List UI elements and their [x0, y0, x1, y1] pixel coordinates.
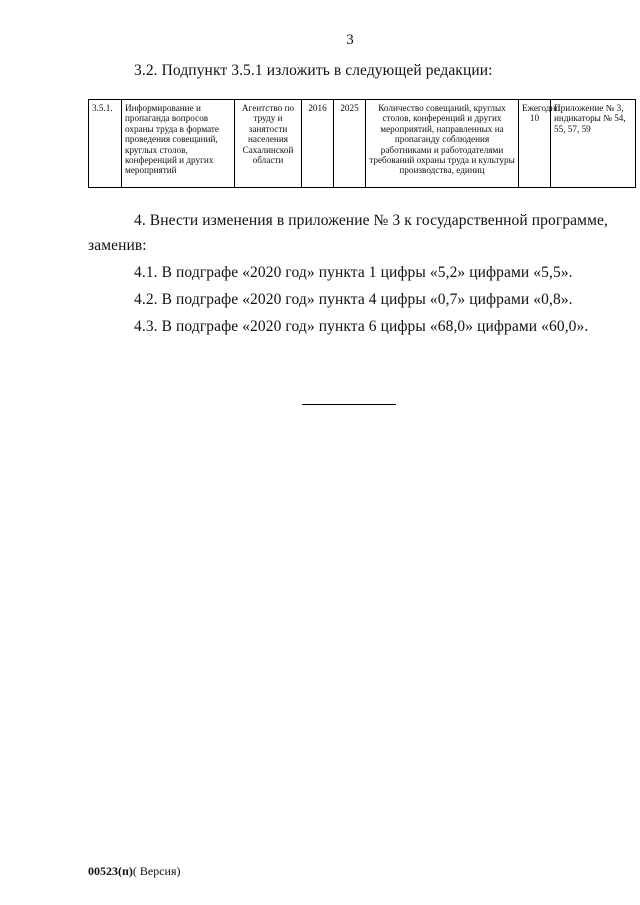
cell-start-year: 2016: [302, 100, 334, 188]
separator-line: [302, 404, 396, 405]
cell-number: 3.5.1.: [89, 100, 122, 188]
footer: [88, 864, 181, 879]
page-number: 3: [346, 32, 354, 48]
program-table: [88, 99, 636, 188]
cell-activity: Информирование и пропаганда вопросов охраны труда в формате проведения совещаний, круглых столов, конференций и других мероприятий: [122, 100, 235, 188]
paragraph-4-3: 4.3. В подграфе «2020 год» пункта 6 цифры «68,0» цифрами «60,0».: [134, 318, 589, 335]
cell-frequency: Ежегодно 10: [519, 100, 551, 188]
cell-end-year: 2025: [334, 100, 366, 188]
footer-code: 00523(п): [88, 864, 133, 878]
table-row: [89, 100, 636, 188]
cell-indicator: Количество совещаний, круглых столов, конференций и других мероприятий, направленных на пропаганду соблюдения работниками и работодателями требований охраны труда и культуры производства, единиц: [366, 100, 519, 188]
paragraph-4-line-2: заменив:: [88, 237, 147, 254]
paragraph-4-line-1: 4. Внести изменения в приложение № 3 к государственной программе,: [134, 212, 608, 229]
cell-reference: Приложение № 3, индикаторы № 54, 55, 57, 59: [551, 100, 636, 188]
section-heading: 3.2. Подпункт 3.5.1 изложить в следующей редакции:: [134, 62, 493, 79]
paragraph-4-1: 4.1. В подграфе «2020 год» пункта 1 цифры «5,2» цифрами «5,5».: [134, 264, 573, 281]
cell-executor: Агентство по труду и занятости населения Сахалинской области: [235, 100, 302, 188]
footer-version: ( Версия): [132, 864, 181, 878]
paragraph-4-2: 4.2. В подграфе «2020 год» пункта 4 цифры «0,7» цифрами «0,8».: [134, 291, 573, 308]
